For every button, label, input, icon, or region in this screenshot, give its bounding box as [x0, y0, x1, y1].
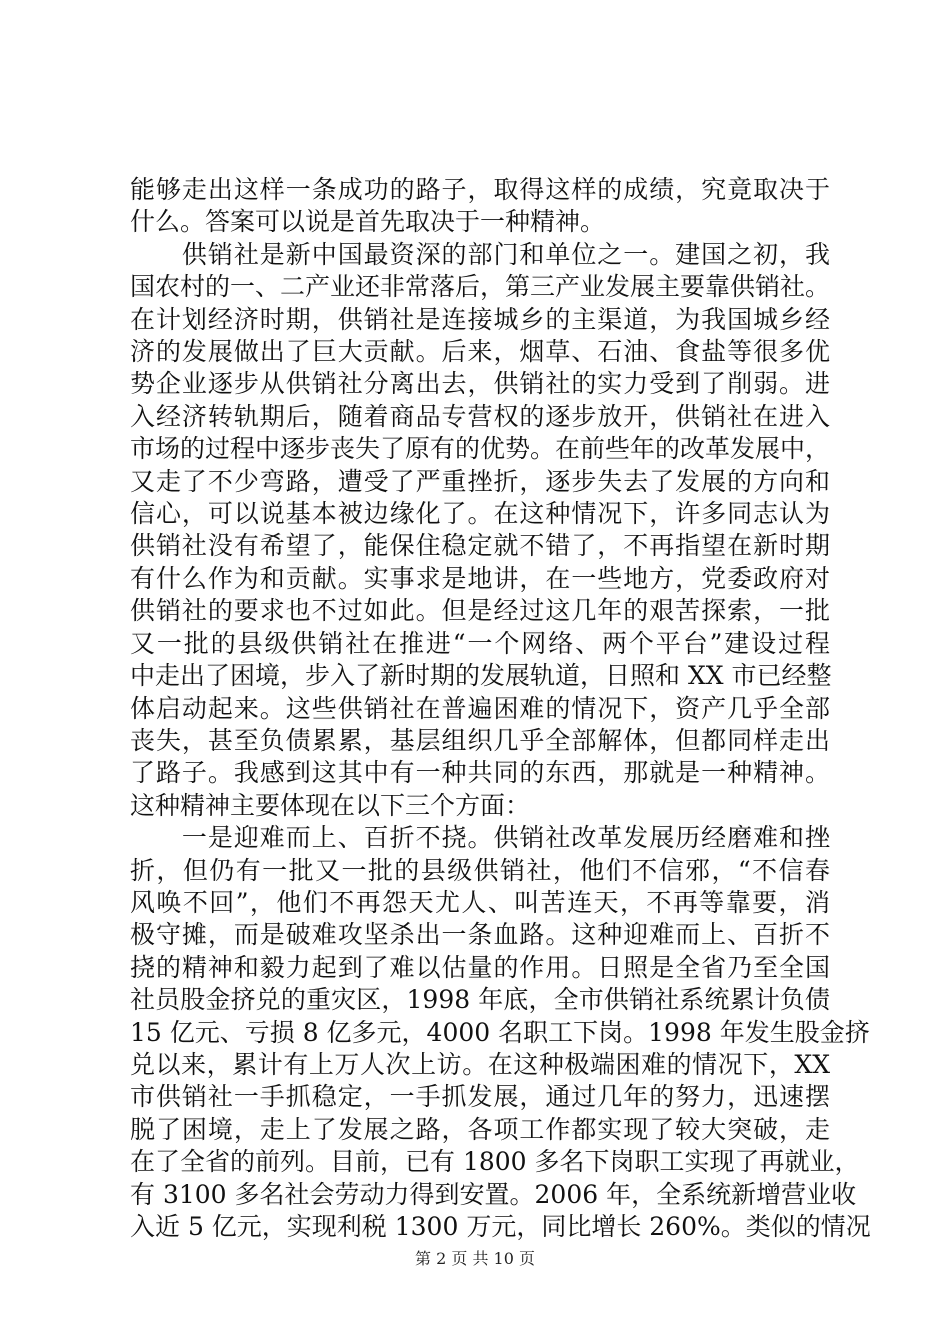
text-line: 兑以来，累计有上万人次上访。在这种极端困难的情况下，XX [130, 1049, 830, 1079]
text-line: 丧失，甚至负债累累，基层组织几乎全部解体，但都同样走出 [130, 725, 830, 755]
text-line: 15 亿元、亏损 8 亿多元，4000 名职工下岗。1998 年发生股金挤 [130, 1017, 870, 1047]
document-body [130, 174, 871, 1243]
text-line: 济的发展做出了巨大贡献。后来，烟草、石油、食盐等很多优 [130, 337, 830, 367]
text-line: 供销社没有希望了，能保住稳定就不错了，不再指望在新时期 [130, 531, 830, 561]
text-line: 又走了不少弯路，遭受了严重挫折，逐步失去了发展的方向和 [130, 466, 830, 496]
text-line: 入近 5 亿元，实现利税 1300 万元，同比增长 260%。类似的情况 [130, 1212, 871, 1241]
text-line: 有什么作为和贡献。实事求是地讲，在一些地方，党委政府对 [130, 563, 830, 593]
text-line: 脱了困境，走上了发展之路，各项工作都实现了较大突破，走 [130, 1114, 830, 1144]
text-line: 中走出了困境，步入了新时期的发展轨道，日照和 XX 市已经整 [130, 661, 832, 691]
text-line: 社员股金挤兑的重灾区，1998 年底，全市供销社系统累计负债 [130, 985, 830, 1015]
text-line: 在了全省的前列。目前，已有 1800 多名下岗职工实现了再就业， [130, 1147, 860, 1177]
text-line: 这种精神主要体现在以下三个方面： [130, 790, 531, 820]
text-line: 能够走出这样一条成功的路子，取得这样的成绩，究竟取决于 [130, 175, 830, 204]
text-line: 挠的精神和毅力起到了难以估量的作用。日照是全省乃至全国 [130, 952, 830, 982]
text-line: 一是迎难而上、百折不挠。供销社改革发展历经磨难和挫 [130, 823, 830, 853]
text-line: 市场的过程中逐步丧失了原有的优势。在前些年的改革发展中， [130, 434, 831, 464]
text-line: 市供销社一手抓稳定，一手抓发展，通过几年的努力，迅速摆 [130, 1082, 830, 1112]
text-line: 入经济转轨期后，随着商品专营权的逐步放开，供销社在进入 [130, 401, 830, 431]
text-line: 体启动起来。这些供销社在普遍困难的情况下，资产几乎全部 [130, 693, 830, 723]
text-line: 供销社的要求也不过如此。但是经过这几年的艰苦探索，一批 [130, 596, 830, 626]
text-line: 在计划经济时期，供销社是连接城乡的主渠道，为我国城乡经 [130, 304, 830, 334]
text-line: 了路子。我感到这其中有一种共同的东西，那就是一种精神。 [130, 758, 830, 788]
text-line: 国农村的一、二产业还非常落后，第三产业发展主要靠供销社。 [130, 272, 831, 302]
text-line: 又一批的县级供销社在推进“一个网络、两个平台”建设过程 [130, 628, 830, 658]
text-line: 供销社是新中国最资深的部门和单位之一。建国之初，我 [130, 239, 830, 269]
text-line: 势企业逐步从供销社分离出去，供销社的实力受到了削弱。进 [130, 369, 830, 399]
text-line: 折，但仍有一批又一批的县级供销社，他们不信邪，“不信春 [130, 855, 830, 885]
text-line: 什么。答案可以说是首先取决于一种精神。 [130, 207, 606, 237]
text-line: 极守摊，而是破难攻坚杀出一条血路。这种迎难而上、百折不 [130, 920, 830, 950]
text-line: 有 3100 多名社会劳动力得到安置。2006 年，全系统新增营业收 [130, 1179, 857, 1209]
text-line: 风唤不回”，他们不再怨天尤人、叫苦连天，不再等靠要，消 [130, 887, 830, 917]
text-line: 信心，可以说基本被边缘化了。在这种情况下，许多同志认为 [130, 499, 830, 529]
page-footer: 第 2 页 共 10 页 [415, 1249, 535, 1268]
